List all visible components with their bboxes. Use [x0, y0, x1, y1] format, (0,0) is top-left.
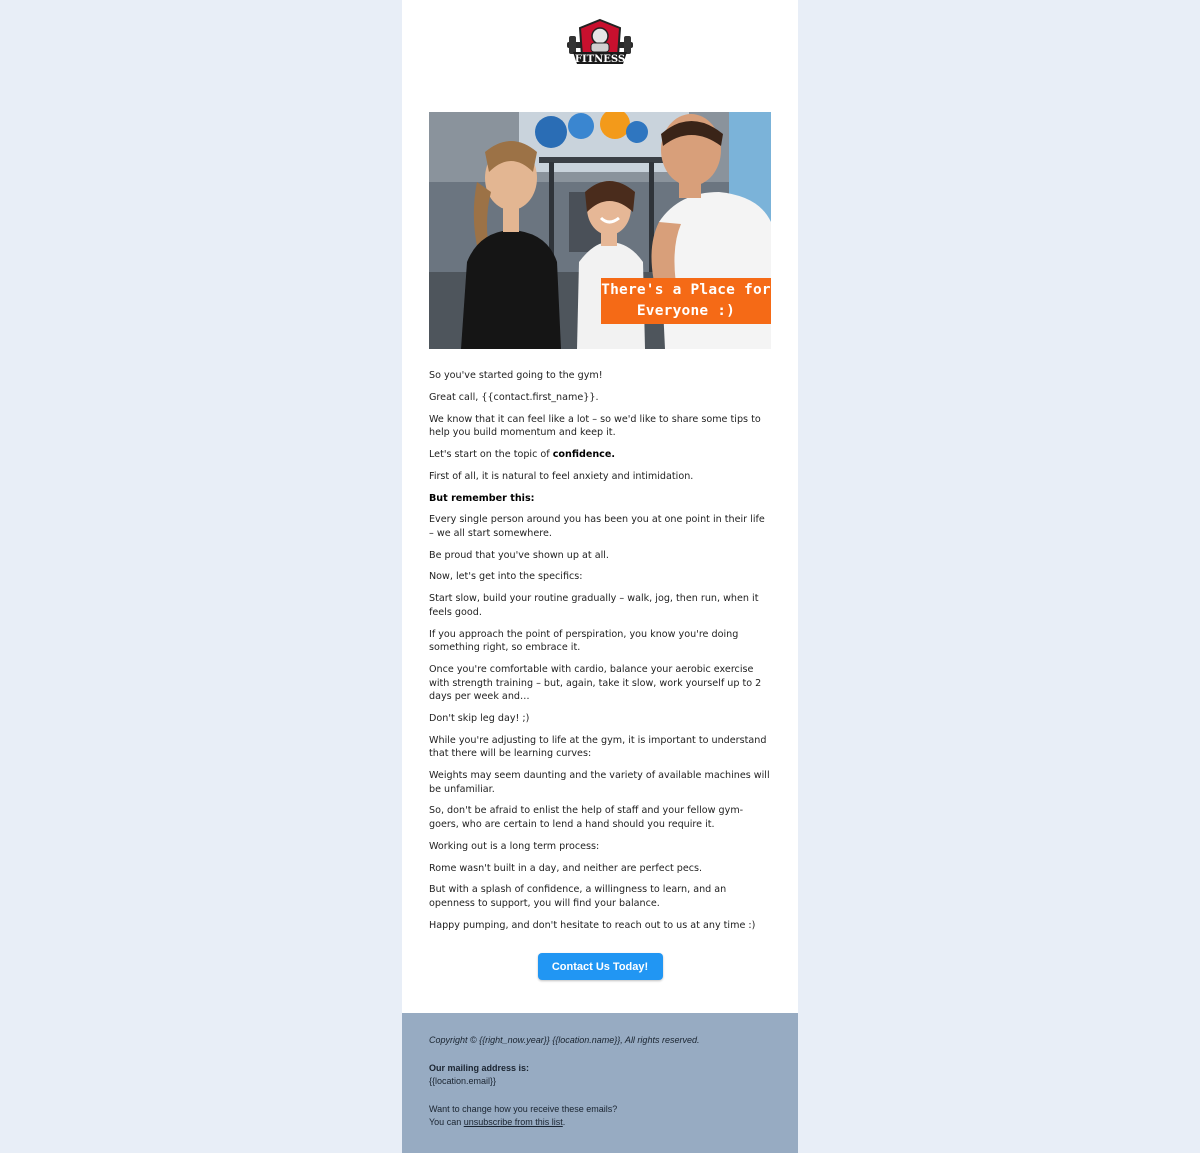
paragraph: Now, let's get into the specifics: — [429, 571, 583, 583]
paragraph: So you've started going to the gym! — [429, 370, 603, 381]
paragraph: But with a splash of confidence, a willingness to learn, and an openness to support, you will find your balance. — [429, 884, 727, 909]
hero-banner-line2: Everyone :) — [636, 303, 736, 319]
paragraph: While you're adjusting to life at the gym, it is important to understand that there will be learning curves: — [429, 734, 767, 760]
remember-heading: But remember this: — [429, 492, 535, 504]
unsubscribe-link[interactable]: unsubscribe from this list — [463, 1117, 563, 1127]
paragraph: Start slow, build your routine gradually – walk, jog, then run, when it feels good. — [429, 593, 759, 618]
paragraph: If you approach the point of perspiration, you know you're doing something right, so embrace it. — [429, 628, 739, 654]
cta-wrap — [402, 953, 798, 980]
mailing-address — [429, 1062, 771, 1089]
hero-banner — [601, 278, 771, 324]
paragraph: Weights may seem daunting and the variety of available machines will be unfamiliar. — [429, 770, 770, 795]
paragraph: Great call, {{contact.first_name}}. — [429, 391, 599, 403]
paragraph — [429, 492, 771, 506]
mailing-value: {{location.email}} — [429, 1076, 497, 1086]
email-container — [402, 0, 798, 1153]
copyright-text: Copyright © {{right_now.year}} {{location.name}}, All rights reserved. — [429, 1035, 700, 1045]
email-footer — [402, 1013, 798, 1153]
change-preferences-text: Want to change how you receive these emails? — [429, 1103, 618, 1114]
logo-text: FITNESS — [574, 54, 626, 65]
logo[interactable] — [402, 16, 798, 74]
paragraph: Every single person around you has been you at one point in their life – we all start somewhere. — [429, 514, 765, 539]
fitness-logo-icon — [565, 16, 635, 74]
paragraph: Working out is a long term process: — [429, 840, 600, 852]
paragraph: Don't skip leg day! ;) — [429, 712, 530, 724]
paragraph — [429, 448, 771, 462]
paragraph: Happy pumping, and don't hesitate to reach out to us at any time :) — [429, 919, 756, 931]
paragraph-text: Let's start on the topic of — [429, 448, 553, 460]
email-body — [429, 369, 771, 941]
contact-us-button[interactable]: Contact Us Today! — [538, 953, 663, 980]
paragraph: Be proud that you've shown up at all. — [429, 549, 609, 561]
unsubscribe-prefix: You can — [429, 1117, 464, 1127]
paragraph: First of all, it is natural to feel anxiety and intimidation. — [429, 470, 694, 482]
mailing-heading: Our mailing address is: — [429, 1062, 530, 1073]
unsubscribe-suffix: . — [562, 1117, 566, 1127]
hero-image — [429, 112, 771, 349]
paragraph: Rome wasn't built in a day, and neither are perfect pecs. — [429, 862, 703, 874]
confidence-emphasis: confidence. — [552, 448, 615, 460]
paragraph: So, don't be afraid to enlist the help of staff and your fellow gym-goers, who are certain to lend a hand should you require it. — [429, 805, 744, 831]
unsubscribe-line — [429, 1116, 771, 1130]
paragraph: Once you're comfortable with cardio, balance your aerobic exercise with strength training – but, again, take it slow, work yourself up to 2 days per week and… — [429, 663, 762, 703]
hero-banner-line1: There's a Place for — [601, 282, 771, 298]
paragraph: We know that it can feel like a lot – so we'd like to share some tips to help you build momentum and keep it. — [429, 413, 761, 439]
